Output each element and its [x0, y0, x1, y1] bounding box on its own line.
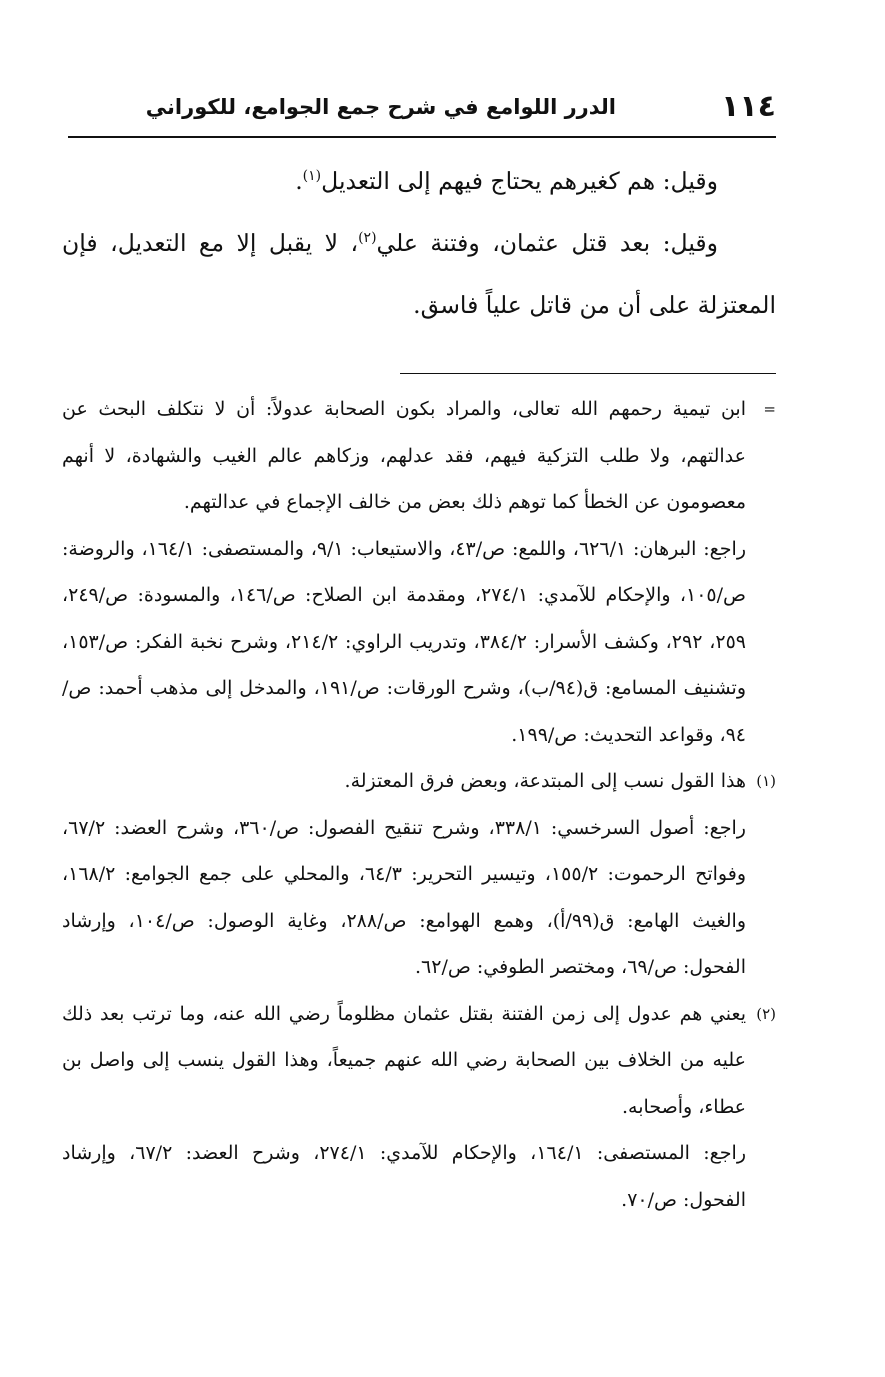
footnote-1	[62, 758, 776, 805]
paragraph-1-end: .	[295, 167, 303, 195]
footnote-1-text: هذا القول نسب إلى المبتدعة، وبعض فرق المعتزلة.	[344, 770, 746, 792]
page-number: ١١٤	[721, 89, 776, 124]
footnote-2-marker: (٢)	[756, 1004, 776, 1023]
main-paragraph-2	[62, 212, 776, 336]
paragraph-2-text-a: وقيل: بعد قتل عثمان، وفتنة علي	[376, 229, 718, 257]
footnote-2-text: يعني هم عدول إلى زمن الفتنة بقتل عثمان مظلوماً رضي الله عنه، وما ترتب بعد ذلك عليه من الخلاف بين الصحابة رضي الله عنهم جميعاً، وهذا القول ينسب إلى واصل بن عطاء، وأصحابه.	[62, 1002, 746, 1118]
paragraph-2-text-b: ، لا يقبل إلا مع التعديل، فإن المعتزلة على أن من قاتل علياً فاسق.	[62, 229, 776, 319]
page-header	[68, 88, 776, 126]
main-text	[62, 150, 776, 336]
continuation-text: ابن تيمية رحمهم الله تعالى، والمراد بكون الصحابة عدولاً: أن لا نتكلف البحث عن عدالتهم، ولا طلب التزكية فيهم، فقد عدلهم، وزكاهم عالم الغيب والشهادة، لا أنهم معصومون عن الخطأ كما توهم ذلك بعض من خالف الإجماع في عدالتهم.	[62, 398, 746, 513]
paragraph-1-text: وقيل: هم كغيرهم يحتاج فيهم إلى التعديل	[321, 167, 718, 195]
footnote-continuation	[62, 386, 776, 526]
footnote-separator	[400, 373, 776, 374]
footnote-2	[62, 991, 776, 1131]
footnote-ref-2[interactable]: (٢)	[358, 230, 377, 247]
header-rule	[68, 136, 776, 138]
footnote-ref-1[interactable]: (١)	[302, 168, 322, 185]
footnote-2-references: راجع: المستصفى: ١٦٤/١، والإحكام للآمدي: ٢٧٤/١، وشرح العضد: ٦٧/٢، وإرشاد الفحول: ص/٧٠.	[62, 1142, 746, 1211]
running-title: الدرر اللوامع في شرح جمع الجوامع، للكوراني	[145, 95, 616, 119]
footnote-1-references: راجع: أصول السرخسي: ٣٣٨/١، وشرح تنقيح الفصول: ص/٣٦٠، وشرح العضد: ٦٧/٢، وفواتح الرحموت: ١٥٥/٢، وتيسير التحرير: ٦٤/٣، والمحلي على جمع الجوامع: ١٦٨/٢، والغيث الهامع: ق(٩٩/أ)، وهمع الهوامع: ص/٢٨٨، وغاية الوصول: ص/١٠٤، وإرشاد الفحول: ص/٦٩، ومختصر الطوفي: ص/٦٢.	[62, 816, 747, 978]
continuation-marker: =	[763, 400, 776, 418]
continuation-references: راجع: البرهان: ٦٢٦/١، واللمع: ص/٤٣، والاستيعاب: ٩/١، والمستصفى: ١٦٤/١، والروضة: ص/١٠٥، والإحكام للآمدي: ٢٧٤/١، ومقدمة ابن الصلاح: ص/١٤٦، والمسودة: ص/٢٤٩، ٢٥٩، ٢٩٢، وكشف الأسرار: ٣٨٤/٢، وتدريب الراوي: ٢١٤/٢، وشرح نخبة الفكر: ص/١٥٣، وتشنيف المسامع: ق(٩٤/ب)، وشرح الورقات: ص/١٩١، والمدخل إلى مذهب أحمد: ص/٩٤، وقواعد التحديث: ص/١٩٩.	[62, 537, 747, 746]
footnote-1-marker: (١)	[756, 772, 776, 790]
main-paragraph-1	[62, 150, 776, 212]
footnotes	[62, 386, 776, 1223]
